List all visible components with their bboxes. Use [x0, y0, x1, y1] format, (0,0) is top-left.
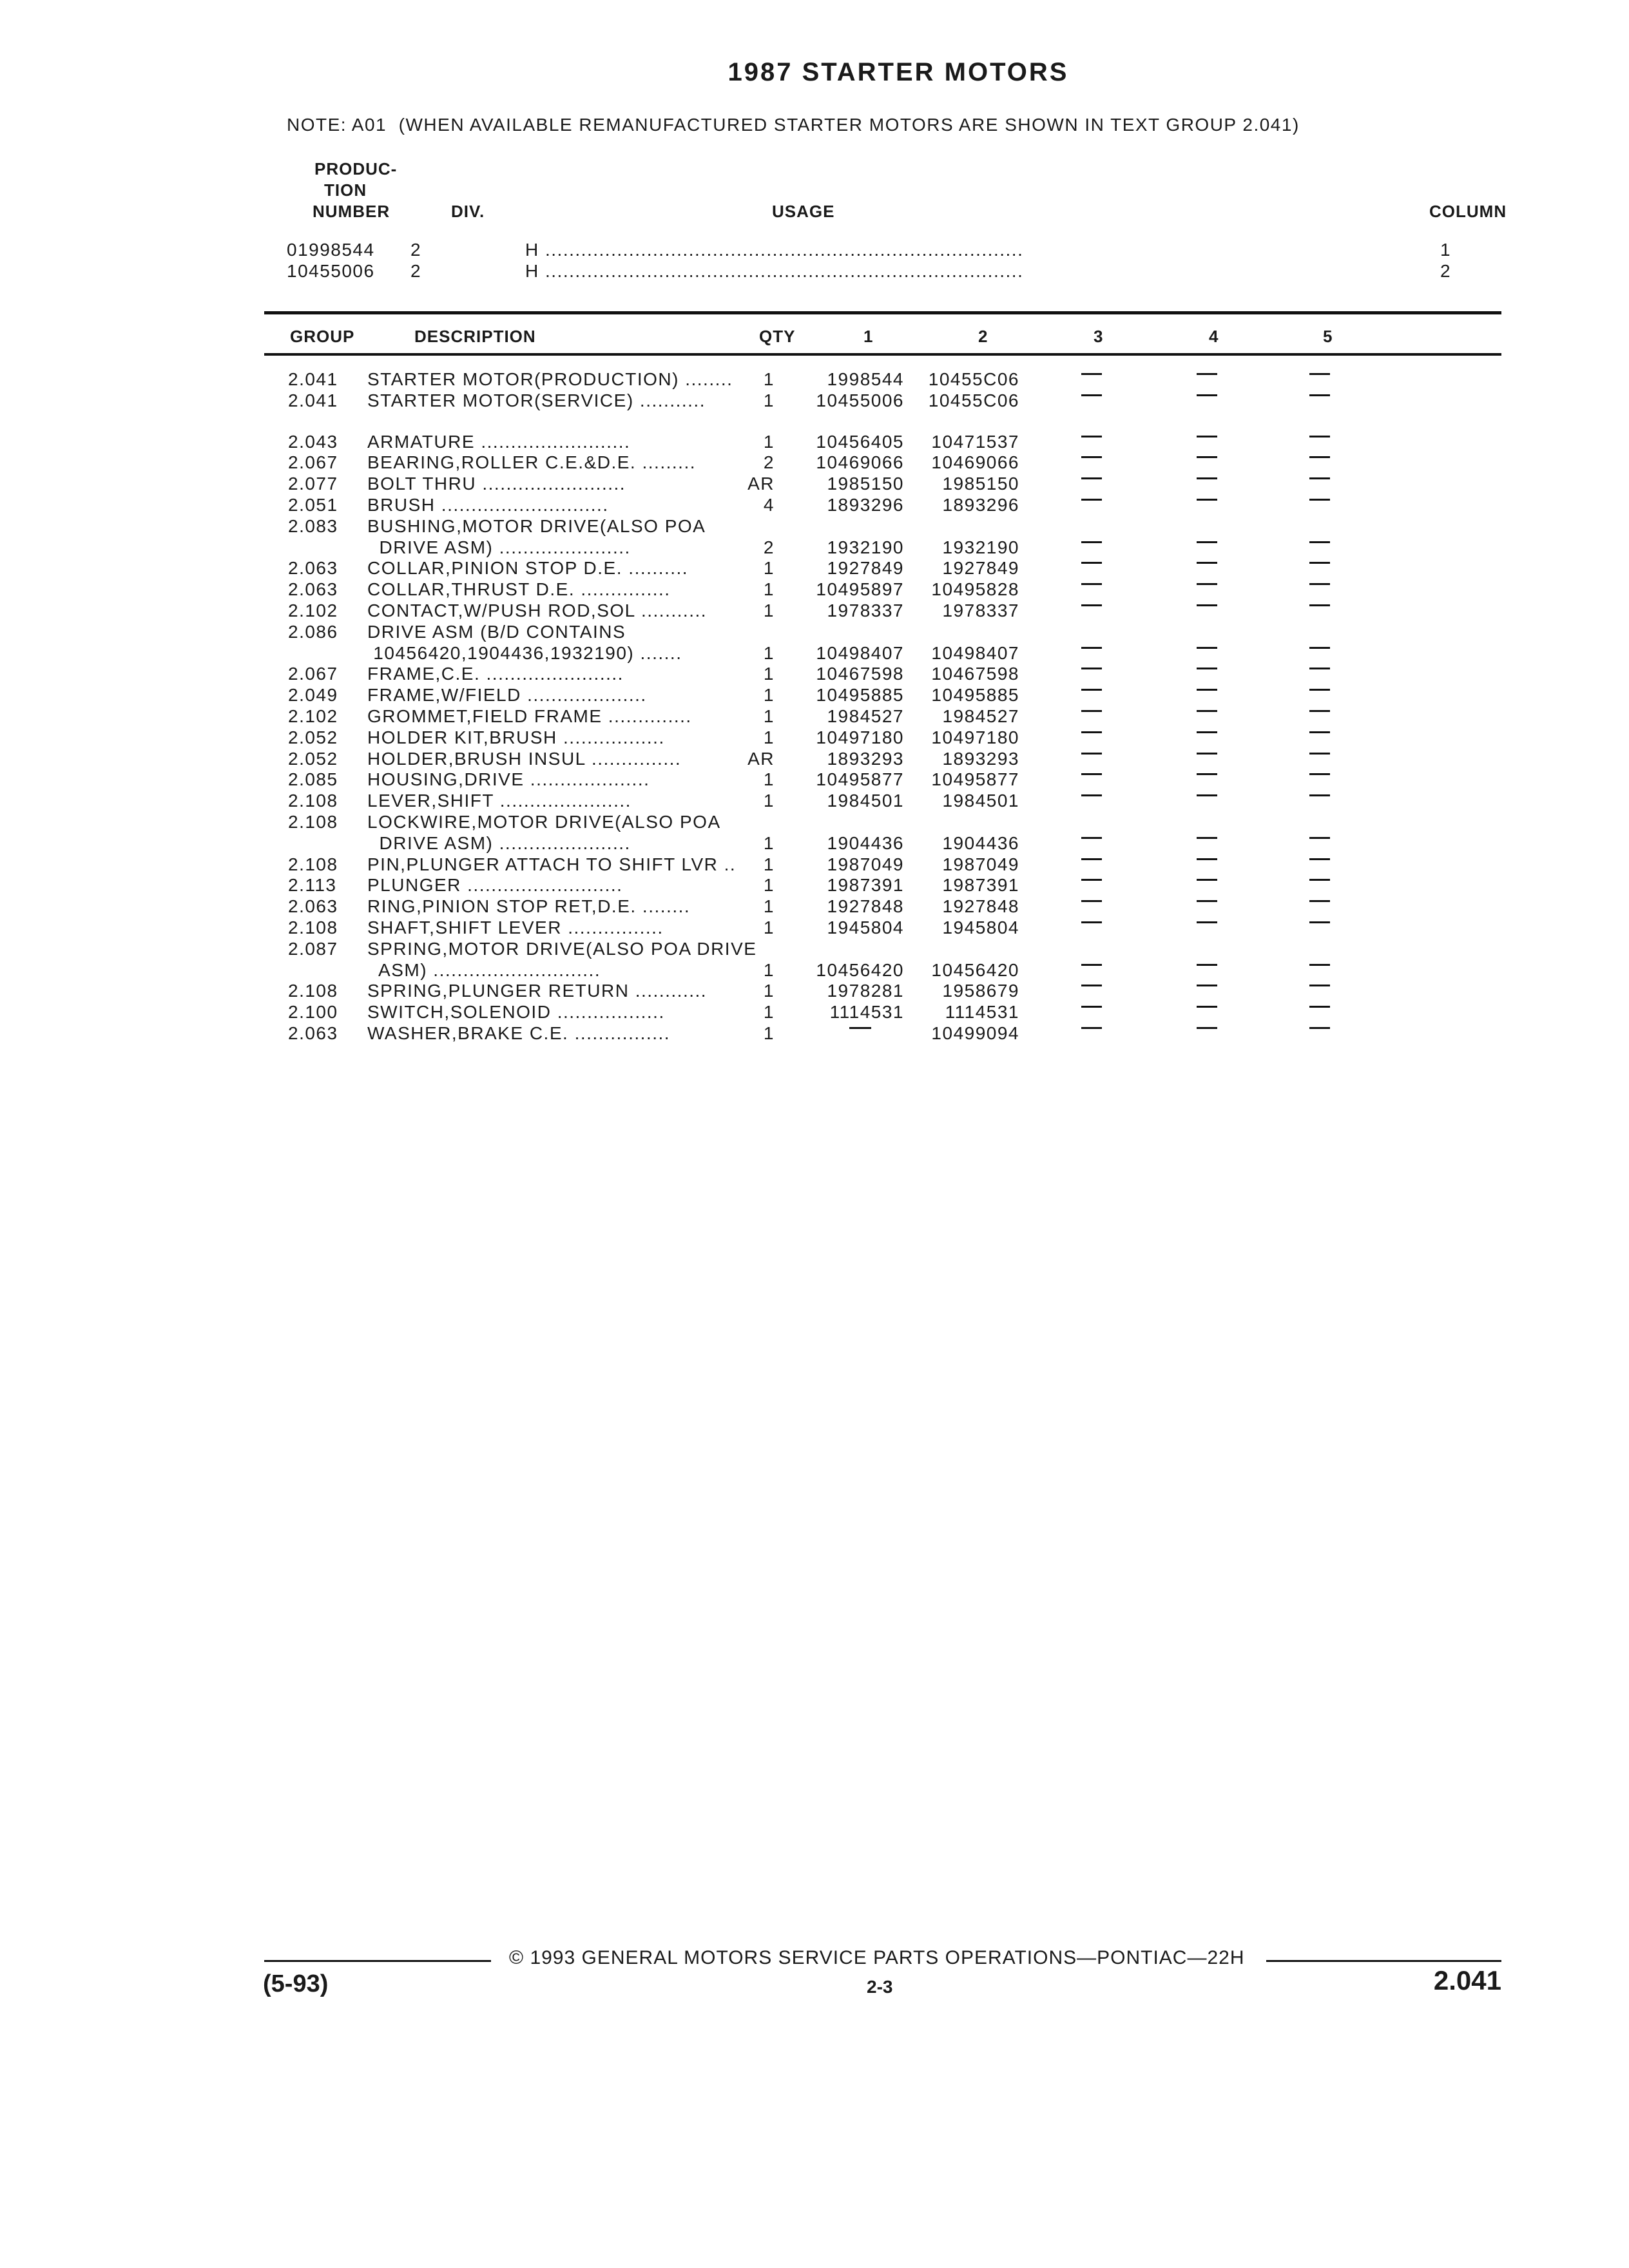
table-row — [0, 643, 1629, 664]
not-applicable-dash — [1197, 647, 1217, 649]
part-group: 2.063 — [288, 1023, 338, 1043]
part-qty: 2 — [763, 452, 775, 473]
part-description: ARMATURE ......................... — [367, 431, 631, 452]
not-applicable-dash — [1309, 773, 1330, 775]
not-applicable-dash — [1197, 583, 1217, 585]
part-number-col-1: 1978281 — [827, 981, 904, 1001]
part-number-col-1: 1984527 — [827, 706, 904, 726]
not-applicable-dash — [1081, 900, 1102, 902]
not-applicable-dash — [1309, 731, 1330, 733]
not-applicable-dash — [1197, 689, 1217, 691]
part-description: CONTACT,W/PUSH ROD,SOL ........... — [367, 601, 708, 620]
part-number-col-2: 1904436 — [942, 832, 1019, 853]
part-number-col-2: 1893296 — [942, 495, 1019, 515]
not-applicable-dash — [1197, 373, 1217, 375]
part-description: HOLDER,BRUSH INSUL ............... — [367, 748, 682, 769]
not-applicable-dash — [1081, 541, 1102, 543]
part-number-col-2: 1114531 — [945, 1002, 1019, 1023]
not-applicable-dash — [1197, 456, 1217, 458]
part-description: HOLDER KIT,BRUSH ................. — [367, 727, 665, 747]
part-group: 2.043 — [288, 431, 338, 452]
part-group: 2.063 — [288, 558, 338, 579]
part-qty: 1 — [763, 981, 775, 1001]
part-group: 2.108 — [288, 812, 338, 832]
usage-label: USAGE — [772, 202, 835, 221]
table-row — [0, 558, 1629, 579]
part-number-col-1: 1978337 — [827, 601, 904, 620]
part-group: 2.102 — [288, 601, 338, 620]
not-applicable-dash — [1081, 394, 1102, 396]
part-number-col-1: 1904436 — [827, 832, 904, 853]
part-qty: 1 — [763, 959, 775, 980]
part-group: 2.108 — [288, 918, 338, 937]
not-applicable-dash — [1081, 710, 1102, 712]
part-description: HOUSING,DRIVE .................... — [367, 769, 650, 790]
not-applicable-dash — [1197, 858, 1217, 860]
not-applicable-dash — [1197, 794, 1217, 796]
production-column: 2 — [1440, 261, 1452, 281]
table-row — [0, 537, 1629, 559]
not-applicable-dash — [1309, 456, 1330, 458]
not-applicable-dash — [1309, 668, 1330, 669]
not-applicable-dash — [1197, 985, 1217, 986]
part-number-col-2: 10456420 — [931, 959, 1019, 980]
note-text: NOTE: A01 (WHEN AVAILABLE REMANUFACTURED STARTER MOTORS ARE SHOWN IN TEXT GROUP 2.041) — [287, 115, 1300, 135]
part-qty: 1 — [763, 1002, 775, 1023]
part-qty: 2 — [763, 537, 775, 557]
not-applicable-dash — [1309, 964, 1330, 966]
part-qty: 1 — [763, 875, 775, 896]
not-applicable-dash — [1197, 900, 1217, 902]
part-qty: 1 — [763, 601, 775, 620]
part-group: 2.102 — [288, 706, 338, 726]
not-applicable-dash — [1081, 1027, 1102, 1029]
not-applicable-dash — [1309, 583, 1330, 585]
part-group: 2.063 — [288, 896, 338, 917]
not-applicable-dash — [1197, 710, 1217, 712]
table-row — [0, 452, 1629, 474]
part-qty: 1 — [763, 832, 775, 853]
not-applicable-dash — [1309, 858, 1330, 860]
part-qty: 1 — [763, 431, 775, 452]
part-number-col-1: 10495885 — [816, 685, 904, 706]
part-number-col-2: 10467598 — [931, 664, 1019, 684]
not-applicable-dash — [1309, 837, 1330, 839]
part-number-col-2: 10455C06 — [928, 369, 1019, 389]
part-number-col-2: 1984501 — [942, 791, 1019, 811]
not-applicable-dash — [1081, 436, 1102, 437]
not-applicable-dash — [1309, 1027, 1330, 1029]
part-group: 2.077 — [288, 474, 338, 494]
part-group: 2.113 — [288, 875, 337, 896]
part-qty: 4 — [763, 495, 775, 515]
table-row — [0, 516, 1629, 537]
table-row — [0, 769, 1629, 791]
col-header-3: 3 — [1094, 327, 1104, 346]
table-row — [0, 727, 1629, 749]
not-applicable-dash — [1197, 753, 1217, 754]
part-number-col-1: 1945804 — [827, 918, 904, 937]
not-applicable-dash — [1197, 499, 1217, 501]
part-number-col-1: 1893296 — [827, 495, 904, 515]
part-description: STARTER MOTOR(PRODUCTION) ........ — [367, 369, 733, 389]
footer-page-number: 2-3 — [867, 1977, 893, 1997]
table-row — [0, 495, 1629, 516]
table-row — [0, 854, 1629, 876]
table-row — [0, 474, 1629, 495]
not-applicable-dash — [1081, 583, 1102, 585]
part-description: FRAME,W/FIELD .................... — [367, 685, 647, 706]
table-row — [0, 960, 1629, 981]
part-group: 2.041 — [288, 390, 338, 410]
table-row — [0, 432, 1629, 453]
not-applicable-dash — [1081, 858, 1102, 860]
part-qty: AR — [747, 474, 775, 494]
part-number-col-2: 1958679 — [942, 981, 1019, 1001]
part-description: GROMMET,FIELD FRAME .............. — [367, 706, 692, 726]
not-applicable-dash — [1081, 837, 1102, 839]
table-row — [0, 579, 1629, 601]
part-description: STARTER MOTOR(SERVICE) ........... — [367, 390, 706, 410]
part-qty: 1 — [763, 769, 775, 790]
col-header-1: 1 — [863, 327, 874, 346]
part-description: SWITCH,SOLENOID .................. — [367, 1002, 665, 1023]
part-description: BUSHING,MOTOR DRIVE(ALSO POA — [367, 515, 706, 536]
part-number-col-1: 10456420 — [816, 959, 904, 980]
part-number-col-1: 10455006 — [816, 390, 904, 410]
not-applicable-dash — [1309, 879, 1330, 881]
part-description: LOCKWIRE,MOTOR DRIVE(ALSO POA — [367, 812, 721, 832]
part-number-col-2: 1987391 — [942, 875, 1019, 896]
part-number-col-2: 10495828 — [931, 579, 1019, 600]
page-title: 1987 STARTER MOTORS — [728, 58, 1069, 86]
not-applicable-dash — [1081, 477, 1102, 479]
not-applicable-dash — [1081, 964, 1102, 966]
not-applicable-dash — [1309, 710, 1330, 712]
part-group: 2.086 — [288, 621, 338, 642]
div-label: DIV. — [451, 202, 485, 221]
not-applicable-dash — [1309, 689, 1330, 691]
part-group: 2.087 — [288, 938, 338, 959]
part-qty: 1 — [763, 791, 775, 811]
part-qty: 1 — [763, 664, 775, 684]
table-row — [0, 369, 1629, 390]
not-applicable-dash — [1197, 668, 1217, 669]
part-number-col-1: 1985150 — [827, 474, 904, 494]
production-column: 1 — [1440, 240, 1452, 260]
part-number-col-1: 10497180 — [816, 727, 904, 747]
not-applicable-dash — [1081, 373, 1102, 375]
part-qty: 1 — [763, 685, 775, 706]
not-applicable-dash — [849, 1027, 871, 1029]
not-applicable-dash — [1081, 499, 1102, 501]
part-group: 2.051 — [288, 495, 338, 515]
not-applicable-dash — [1309, 647, 1330, 649]
part-number-col-2: 1985150 — [942, 474, 1019, 494]
part-number-col-2: 10471537 — [931, 431, 1019, 452]
table-row — [0, 939, 1629, 960]
part-group: 2.108 — [288, 791, 338, 811]
not-applicable-dash — [1081, 794, 1102, 796]
part-qty: 1 — [763, 854, 775, 874]
part-description: RING,PINION STOP RET,D.E. ........ — [367, 896, 691, 917]
part-group: 2.052 — [288, 727, 338, 747]
not-applicable-dash — [1309, 753, 1330, 754]
part-number-col-2: 10495877 — [931, 769, 1019, 790]
part-number-col-1: 1927848 — [827, 896, 904, 917]
table-row — [0, 875, 1629, 896]
part-qty: 1 — [763, 558, 775, 579]
table-row — [0, 664, 1629, 685]
not-applicable-dash — [1309, 499, 1330, 501]
table-row — [0, 791, 1629, 812]
production-div: 2 — [410, 261, 422, 281]
part-description: BEARING,ROLLER C.E.&D.E. ......... — [367, 452, 697, 473]
part-description: DRIVE ASM) ...................... — [367, 832, 631, 853]
not-applicable-dash — [1197, 837, 1217, 839]
production-number: 01998544 — [287, 240, 375, 260]
part-description: SHAFT,SHIFT LEVER ................ — [367, 918, 664, 937]
production-div: 2 — [410, 240, 422, 260]
part-description: 10456420,1904436,1932190) ....... — [367, 642, 682, 663]
table-row — [0, 685, 1629, 706]
part-number-col-1: 10456405 — [816, 431, 904, 452]
not-applicable-dash — [1197, 879, 1217, 881]
part-number-col-2: 1893293 — [942, 748, 1019, 769]
not-applicable-dash — [1309, 394, 1330, 396]
not-applicable-dash — [1309, 477, 1330, 479]
not-applicable-dash — [1081, 731, 1102, 733]
footer-group-number: 2.041 — [1433, 1965, 1501, 1995]
not-applicable-dash — [1081, 921, 1102, 923]
part-description: BOLT THRU ........................ — [367, 474, 626, 494]
column-label: COLUMN — [1429, 202, 1507, 221]
footer-date: (5-93) — [263, 1970, 329, 1997]
part-number-col-2: 10499094 — [931, 1023, 1019, 1043]
part-group: 2.083 — [288, 515, 338, 536]
part-number-col-2: 1927848 — [942, 896, 1019, 917]
not-applicable-dash — [1309, 921, 1330, 923]
part-description: LEVER,SHIFT ...................... — [367, 791, 631, 811]
table-row — [0, 1023, 1629, 1044]
not-applicable-dash — [1197, 1006, 1217, 1008]
not-applicable-dash — [1309, 562, 1330, 564]
not-applicable-dash — [1309, 900, 1330, 902]
part-qty: 1 — [763, 642, 775, 663]
part-number-col-1: 1927849 — [827, 558, 904, 579]
not-applicable-dash — [1309, 541, 1330, 543]
part-qty: 1 — [763, 896, 775, 917]
table-row — [0, 622, 1629, 643]
not-applicable-dash — [1309, 794, 1330, 796]
not-applicable-dash — [1197, 394, 1217, 396]
table-row — [0, 1002, 1629, 1023]
part-description: COLLAR,PINION STOP D.E. .......... — [367, 558, 689, 579]
not-applicable-dash — [1197, 541, 1217, 543]
table-row — [0, 706, 1629, 727]
part-number-col-2: 1927849 — [942, 558, 1019, 579]
part-number-col-1: 1987391 — [827, 875, 904, 896]
part-number-col-2: 1932190 — [942, 537, 1019, 557]
part-number-col-2: 1945804 — [942, 918, 1019, 937]
production-usage: H ................................................................................ — [525, 261, 1024, 281]
production-label-2: TION — [324, 180, 367, 200]
part-number-col-1: 10495897 — [816, 579, 904, 600]
part-description: ASM) ............................ — [367, 959, 601, 980]
part-number-col-1: 1932190 — [827, 537, 904, 557]
not-applicable-dash — [1081, 604, 1102, 606]
not-applicable-dash — [1197, 964, 1217, 966]
part-number-col-2: 1984527 — [942, 706, 1019, 726]
part-description: FRAME,C.E. ....................... — [367, 664, 624, 684]
col-header-description: DESCRIPTION — [414, 327, 536, 346]
table-row — [0, 749, 1629, 770]
not-applicable-dash — [1081, 985, 1102, 986]
table-row — [0, 390, 1629, 412]
not-applicable-dash — [1081, 689, 1102, 691]
part-qty: 1 — [763, 706, 775, 726]
col-header-4: 4 — [1209, 327, 1219, 346]
col-header-2: 2 — [978, 327, 988, 346]
part-number-col-2: 1978337 — [942, 601, 1019, 620]
part-qty: 1 — [763, 918, 775, 937]
part-number-col-2: 10469066 — [931, 452, 1019, 473]
part-qty: 1 — [763, 1023, 775, 1043]
not-applicable-dash — [1197, 731, 1217, 733]
not-applicable-dash — [1081, 668, 1102, 669]
not-applicable-dash — [1309, 436, 1330, 437]
part-number-col-1: 10467598 — [816, 664, 904, 684]
part-number-col-1: 1114531 — [829, 1002, 904, 1023]
col-header-group: GROUP — [290, 327, 355, 346]
part-description: WASHER,BRAKE C.E. ................ — [367, 1023, 671, 1043]
part-number-col-1: 10469066 — [816, 452, 904, 473]
part-description: SPRING,MOTOR DRIVE(ALSO POA DRIVE — [367, 938, 757, 959]
part-group: 2.067 — [288, 452, 338, 473]
part-description: PIN,PLUNGER ATTACH TO SHIFT LVR .. — [367, 854, 737, 874]
col-header-5: 5 — [1323, 327, 1333, 346]
not-applicable-dash — [1197, 562, 1217, 564]
not-applicable-dash — [1081, 753, 1102, 754]
part-number-col-1: 10495877 — [816, 769, 904, 790]
part-number-col-2: 10495885 — [931, 685, 1019, 706]
part-number-col-2: 10455C06 — [928, 390, 1019, 410]
part-number-col-1: 1984501 — [827, 791, 904, 811]
not-applicable-dash — [1197, 921, 1217, 923]
not-applicable-dash — [1309, 604, 1330, 606]
table-header-rule — [264, 353, 1501, 356]
footer-rule-left — [264, 1960, 491, 1962]
part-description: COLLAR,THRUST D.E. ............... — [367, 579, 671, 600]
part-group: 2.063 — [288, 579, 338, 600]
not-applicable-dash — [1081, 879, 1102, 881]
footer-copyright: © 1993 GENERAL MOTORS SERVICE PARTS OPERATIONS—PONTIAC—22H — [509, 1947, 1245, 1968]
not-applicable-dash — [1197, 604, 1217, 606]
part-group: 2.041 — [288, 369, 338, 389]
part-group: 2.108 — [288, 854, 338, 874]
not-applicable-dash — [1197, 477, 1217, 479]
col-header-qty: QTY — [759, 327, 796, 346]
production-number: 10455006 — [287, 261, 375, 281]
table-row — [0, 833, 1629, 854]
production-label: PRODUC- — [314, 159, 398, 178]
part-description: BRUSH ............................ — [367, 495, 609, 515]
part-number-col-1: 1893293 — [827, 748, 904, 769]
not-applicable-dash — [1081, 773, 1102, 775]
production-usage: H ................................................................................ — [525, 240, 1024, 260]
part-description: SPRING,PLUNGER RETURN ............ — [367, 981, 708, 1001]
not-applicable-dash — [1081, 562, 1102, 564]
part-group: 2.049 — [288, 685, 338, 706]
part-number-col-1: 1998544 — [827, 369, 904, 389]
table-row — [0, 812, 1629, 833]
part-number-col-2: 10498407 — [931, 642, 1019, 663]
table-row — [0, 601, 1629, 622]
part-qty: 1 — [763, 369, 775, 389]
part-number-col-2: 1987049 — [942, 854, 1019, 874]
part-qty: AR — [747, 748, 775, 769]
number-label: NUMBER — [313, 202, 390, 221]
part-qty: 1 — [763, 579, 775, 600]
table-top-rule — [264, 311, 1501, 314]
not-applicable-dash — [1197, 436, 1217, 437]
table-row — [0, 981, 1629, 1002]
table-row — [0, 896, 1629, 918]
not-applicable-dash — [1081, 1006, 1102, 1008]
not-applicable-dash — [1309, 1006, 1330, 1008]
not-applicable-dash — [1197, 1027, 1217, 1029]
not-applicable-dash — [1081, 647, 1102, 649]
part-group: 2.067 — [288, 664, 338, 684]
part-number-col-1: 10498407 — [816, 642, 904, 663]
part-group: 2.108 — [288, 981, 338, 1001]
not-applicable-dash — [1309, 985, 1330, 986]
not-applicable-dash — [1197, 773, 1217, 775]
part-number-col-1: 1987049 — [827, 854, 904, 874]
not-applicable-dash — [1309, 373, 1330, 375]
part-description: PLUNGER .......................... — [367, 875, 623, 896]
not-applicable-dash — [1081, 456, 1102, 458]
footer-rule-right — [1266, 1960, 1501, 1962]
part-group: 2.100 — [288, 1002, 338, 1023]
part-description: DRIVE ASM) ...................... — [367, 537, 631, 557]
part-qty: 1 — [763, 727, 775, 747]
part-group: 2.052 — [288, 748, 338, 769]
part-group: 2.085 — [288, 769, 338, 790]
part-number-col-2: 10497180 — [931, 727, 1019, 747]
part-description: DRIVE ASM (B/D CONTAINS — [367, 621, 626, 642]
table-row — [0, 918, 1629, 939]
part-qty: 1 — [763, 390, 775, 410]
